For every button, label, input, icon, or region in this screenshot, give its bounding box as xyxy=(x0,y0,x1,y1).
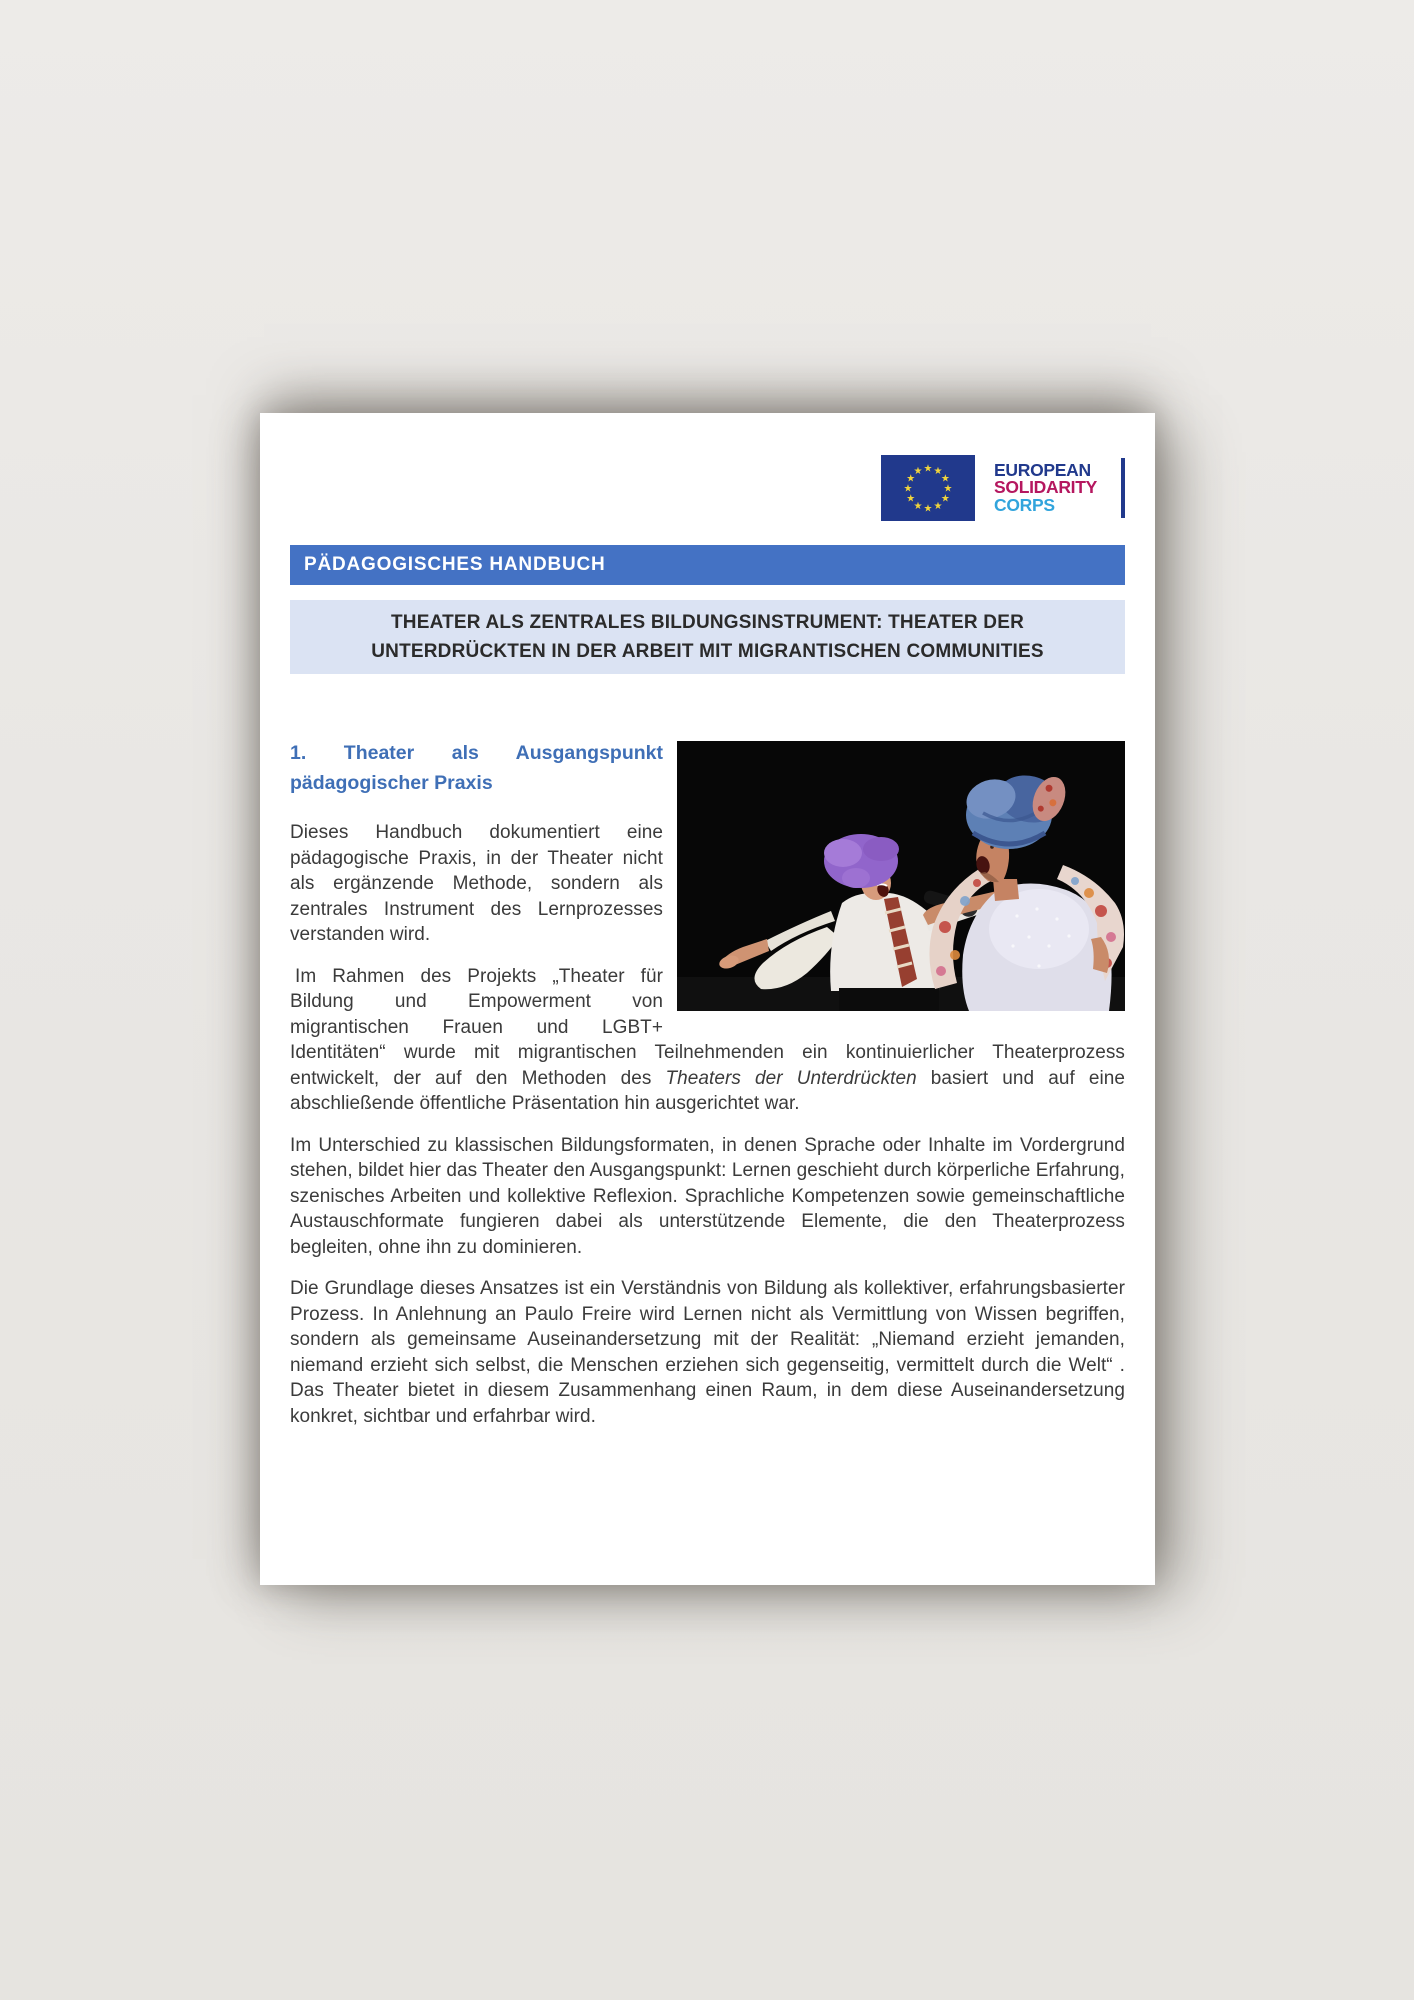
section-content xyxy=(290,738,1125,1445)
svg-text:★: ★ xyxy=(923,463,933,475)
stage-photo xyxy=(677,741,1125,1011)
svg-text:★: ★ xyxy=(933,466,943,478)
paragraph-2-text-end: basiert und auf eine abschließende öffentliche Präsentation hin ausgerichtet war. xyxy=(290,1067,1125,1114)
document-title-banner: PÄDAGOGISCHES HANDBUCH xyxy=(290,545,1125,585)
eu-flag-icon xyxy=(881,455,975,521)
svg-text:★: ★ xyxy=(906,493,916,505)
logo-divider xyxy=(1121,458,1125,518)
svg-text:★: ★ xyxy=(940,493,950,505)
svg-text:★: ★ xyxy=(913,466,923,478)
stage-photo-illustration xyxy=(677,741,1125,1011)
subtitle-line-2: UNTERDRÜCKTEN IN DER ARBEIT MIT MIGRANTISCHEN COMMUNITIES xyxy=(371,641,1044,662)
paragraph-3: Im Unterschied zu klassischen Bildungsformaten, in denen Sprache oder Inhalte im Vordergrund stehen, bildet hier das Theater den Ausgangspunkt: Lernen geschieht durch körperliche Erfahrung, szenisches Arbeiten und kollektive Reflexion. Sprachliche Kompetenzen sowie gemeinschaftliche Austauschformate fungieren dabei als unterstützende Elemente, die den Theaterprozess begleiten, ohne ihn zu dominieren. xyxy=(290,1134,1125,1258)
european-solidarity-corps-logo xyxy=(881,455,1125,521)
logo-line-solidarity: SOLIDARITY xyxy=(994,477,1097,498)
svg-text:★: ★ xyxy=(933,500,943,512)
svg-text:★: ★ xyxy=(943,483,953,495)
section-heading: 1. Theater als Ausgangspunkt pädagogischer Praxis xyxy=(290,742,663,794)
logo-wordmark xyxy=(994,459,1097,515)
logo-line-corps: CORPS xyxy=(994,494,1055,515)
paragraph-1: Dieses Handbuch dokumentiert eine pädagogische Praxis, in der Theater nicht als ergänzende Methode, sondern als zentrales Instrument des Lernprozesses verstanden wird. xyxy=(290,822,663,945)
svg-text:★: ★ xyxy=(903,483,913,495)
logo-row xyxy=(290,455,1125,541)
paragraph-2-italic: Theaters der Unterdrückten xyxy=(665,1067,917,1089)
paragraph-4: Die Grundlage dieses Ansatzes ist ein Verständnis von Bildung als kollektiver, erfahrungsbasierter Prozess. In Anlehnung an Paulo Freire wird Lernen nicht als Vermittlung von Wissen begriffen, sondern als gemeinsame Auseinandersetzung mit der Realität: „Niemand erzieht jemanden, niemand erzieht sich selbst, die Menschen erziehen sich gegenseitig, vermittelt durch die Welt“ . Das Theater bietet in diesem Zusammenhang einen Raum, in dem diese Auseinandersetzung konkret, sichtbar und erfahrbar wird. xyxy=(290,1278,1125,1427)
document-page xyxy=(260,413,1155,1585)
document-subtitle-box xyxy=(290,600,1125,674)
svg-text:★: ★ xyxy=(913,500,923,512)
svg-text:★: ★ xyxy=(906,473,916,485)
subtitle-line-1: THEATER ALS ZENTRALES BILDUNGSINSTRUMENT: THEATER DER xyxy=(390,612,1025,633)
svg-text:★: ★ xyxy=(923,503,933,515)
paragraph-2-text: Im Rahmen des Projekts „Theater für Bildung und Empowerment von migrantischen Frauen und LGBT+ Identitäten“ wurde mit migrantischen Teilnehmenden ein kontinuierlicher Theaterprozess entwickelt, der auf den Methoden des xyxy=(290,965,1125,1089)
logo-line-european: EUROPEAN xyxy=(994,459,1091,480)
svg-text:★: ★ xyxy=(940,473,950,485)
